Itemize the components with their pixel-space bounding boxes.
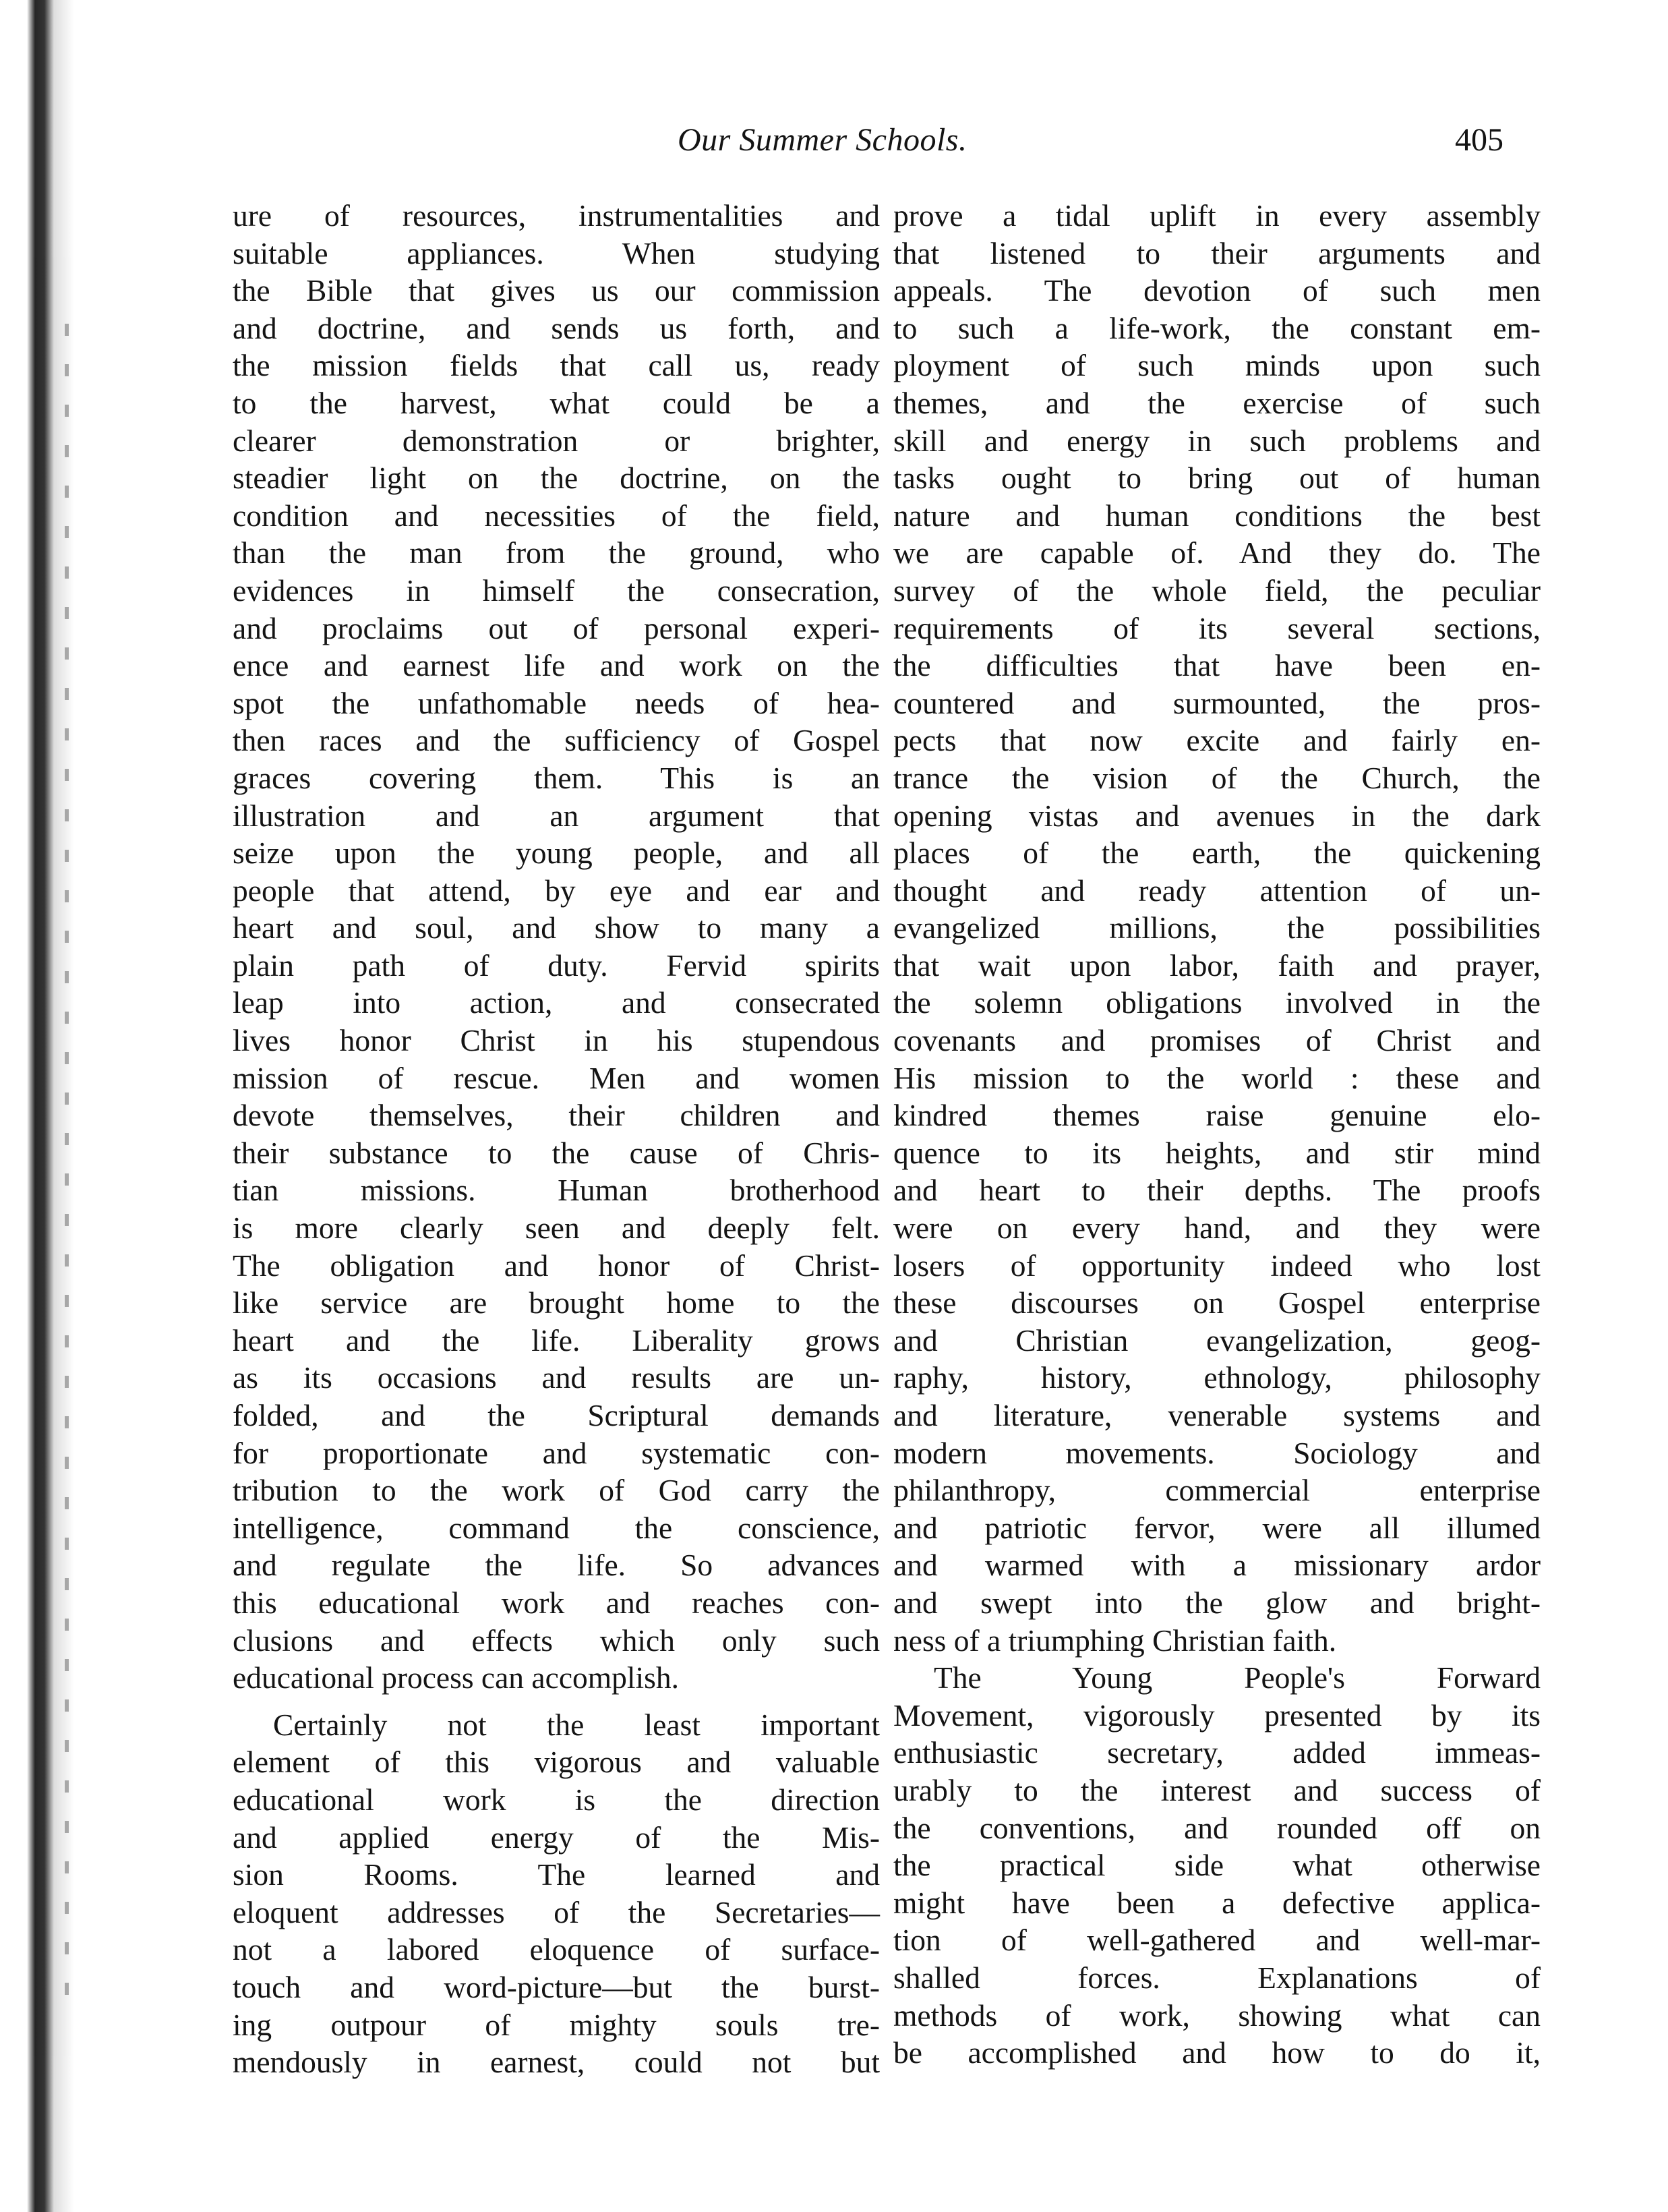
text-line: evangelized millions, the possibilities (893, 910, 1541, 945)
running-head (229, 121, 1524, 169)
text-line: and swept into the glow and bright- (893, 1585, 1541, 1620)
text-line: intelligence, command the conscience, (233, 1510, 880, 1545)
text-line: then races and the sufficiency of Gospel (233, 723, 880, 758)
text-line: Movement, vigorously presented by its (893, 1697, 1541, 1733)
text-line: tian missions. Human brotherhood (233, 1173, 880, 1208)
text-line: element of this vigorous and valuable (233, 1745, 880, 1780)
text-line: themes, and the exercise of such (893, 385, 1541, 420)
text-line: places of the earth, the quickening (893, 836, 1541, 871)
text-line: raphy, history, ethnology, philosophy (893, 1360, 1541, 1395)
text-line: and doctrine, and sends us forth, and (233, 310, 880, 345)
text-line: urably to the interest and success of (893, 1772, 1541, 1807)
text-line: and applied energy of the Mis- (233, 1820, 880, 1855)
text-line: be accomplished and how to do it, (893, 2035, 1541, 2070)
text-line: the solemn obligations involved in the (893, 985, 1541, 1020)
text-line: philanthropy, commercial enterprise (893, 1473, 1541, 1508)
text-line: and warmed with a missionary ardor (893, 1548, 1541, 1583)
text-line: kindred themes raise genuine elo- (893, 1098, 1541, 1133)
text-line: His mission to the world : these and (893, 1060, 1541, 1095)
text-line: trance the vision of the Church, the (893, 760, 1541, 795)
text-line: steadier light on the doctrine, on the (233, 461, 880, 496)
text-line: lives honor Christ in his stupendous (233, 1023, 880, 1058)
text-line: methods of work, showing what can (893, 1998, 1541, 2033)
text-line: heart and soul, and show to many a (233, 910, 880, 945)
text-line: pects that now excite and fairly en- (893, 723, 1541, 758)
text-line: graces covering them. This is an (233, 760, 880, 795)
text-line: this educational work and reaches con- (233, 1585, 880, 1620)
text-line: covenants and promises of Christ and (893, 1023, 1541, 1058)
text-line: enthusiastic secretary, added immeas- (893, 1735, 1541, 1770)
text-line: might have been a defective applica- (893, 1885, 1541, 1920)
text-line: ure of resources, instrumentalities and (233, 198, 880, 233)
text-line: ing outpour of mighty souls tre- (233, 2007, 880, 2042)
text-line: like service are brought home to the (233, 1285, 880, 1320)
text-line: and Christian evangelization, geog- (893, 1322, 1541, 1358)
text-line: to such a life-work, the constant em- (893, 310, 1541, 345)
page-number: 405 (1455, 122, 1503, 158)
left-column (233, 197, 880, 2081)
text-line: The obligation and honor of Christ- (233, 1248, 880, 1283)
text-line: devote themselves, their children and (233, 1098, 880, 1133)
text-line: prove a tidal uplift in every assembly (893, 198, 1541, 233)
text-line: countered and surmounted, the pros- (893, 685, 1541, 720)
text-line: were on every hand, and they were (893, 1211, 1541, 1246)
text-line: the mission fields that call us, ready (233, 348, 880, 383)
text-line: illustration and an argument that (233, 798, 880, 833)
text-line: skill and energy in such problems and (893, 423, 1541, 458)
text-line: people that attend, by eye and ear and (233, 873, 880, 908)
text-line: plain path of duty. Fervid spirits (233, 948, 880, 983)
text-line: the difficulties that have been en- (893, 648, 1541, 683)
text-line: than the man from the ground, who (233, 535, 880, 571)
text-line: these discourses on Gospel enterprise (893, 1285, 1541, 1320)
text-line: and literature, venerable systems and (893, 1398, 1541, 1432)
text-line: educational work is the direction (233, 1782, 880, 1817)
text-line: shalled forces. Explanations of (893, 1960, 1541, 1995)
text-line: to the harvest, what could be a (233, 385, 880, 420)
text-line: tion of well-gathered and well-mar- (893, 1923, 1541, 1958)
text-line: mission of rescue. Men and women (233, 1060, 880, 1095)
text-line: clearer demonstration or brighter, (233, 423, 880, 458)
text-line: that listened to their arguments and (893, 235, 1541, 270)
text-line: mendously in earnest, could not but (233, 2045, 880, 2080)
text-line: seize upon the young people, and all (233, 836, 880, 871)
text-line: tribution to the work of God carry the (233, 1473, 880, 1508)
text-line: the Bible that gives us our commission (233, 273, 880, 308)
text-line: modern movements. Sociology and (893, 1435, 1541, 1470)
text-line: appeals. The devotion of such men (893, 273, 1541, 308)
text-line: quence to its heights, and stir mind (893, 1135, 1541, 1170)
text-line: requirements of its several sections, (893, 610, 1541, 645)
text-line: tasks ought to bring out of human (893, 461, 1541, 496)
right-column (893, 197, 1541, 2072)
text-line: nature and human conditions the best (893, 498, 1541, 533)
text-line: ness of a triumphing Christian faith. (893, 1623, 1337, 1658)
scanned-binding-edge (0, 0, 101, 2212)
text-line: not a labored eloquence of surface- (233, 1932, 880, 1967)
text-line: evidences in himself the consecration, (233, 573, 880, 608)
text-line: their substance to the cause of Chris- (233, 1135, 880, 1170)
text-line: and patriotic fervor, were all illumed (893, 1510, 1541, 1545)
paragraph-gap (233, 1697, 880, 1706)
text-line: sion Rooms. The learned and (233, 1857, 880, 1892)
text-line: the practical side what otherwise (893, 1848, 1541, 1883)
text-line: ence and earnest life and work on the (233, 648, 880, 683)
text-line: clusions and effects which only such (233, 1623, 880, 1658)
text-line: ployment of such minds upon such (893, 348, 1541, 383)
text-line: folded, and the Scriptural demands (233, 1398, 880, 1432)
text-line: we are capable of. And they do. The (893, 535, 1541, 571)
text-line: opening vistas and avenues in the dark (893, 798, 1541, 833)
text-line: touch and word-picture—but the burst- (233, 1969, 880, 2004)
text-line: heart and the life. Liberality grows (233, 1322, 880, 1358)
text-line: eloquent addresses of the Secretaries— (233, 1894, 880, 1929)
text-line: losers of opportunity indeed who lost (893, 1248, 1541, 1283)
text-line: Certainly not the least important (273, 1707, 880, 1742)
text-line: and heart to their depths. The proofs (893, 1173, 1541, 1208)
text-line: survey of the whole field, the peculiar (893, 573, 1541, 608)
text-line: leap into action, and consecrated (233, 985, 880, 1020)
text-line: and regulate the life. So advances (233, 1548, 880, 1583)
text-line: for proportionate and systematic con- (233, 1435, 880, 1470)
running-title: Our Summer Schools. (678, 122, 967, 158)
text-line: suitable appliances. When studying (233, 235, 880, 270)
text-line: as its occasions and results are un- (233, 1360, 880, 1395)
text-line: the conventions, and rounded off on (893, 1810, 1541, 1845)
text-line: thought and ready attention of un- (893, 873, 1541, 908)
text-line: spot the unfathomable needs of hea- (233, 685, 880, 720)
text-line: educational process can accomplish. (233, 1660, 680, 1695)
text-line: condition and necessities of the field, (233, 498, 880, 533)
text-line: The Young People's Forward (934, 1660, 1541, 1695)
text-line: that wait upon labor, faith and prayer, (893, 948, 1541, 983)
text-line: is more clearly seen and deeply felt. (233, 1211, 880, 1246)
text-line: and proclaims out of personal experi- (233, 610, 880, 645)
